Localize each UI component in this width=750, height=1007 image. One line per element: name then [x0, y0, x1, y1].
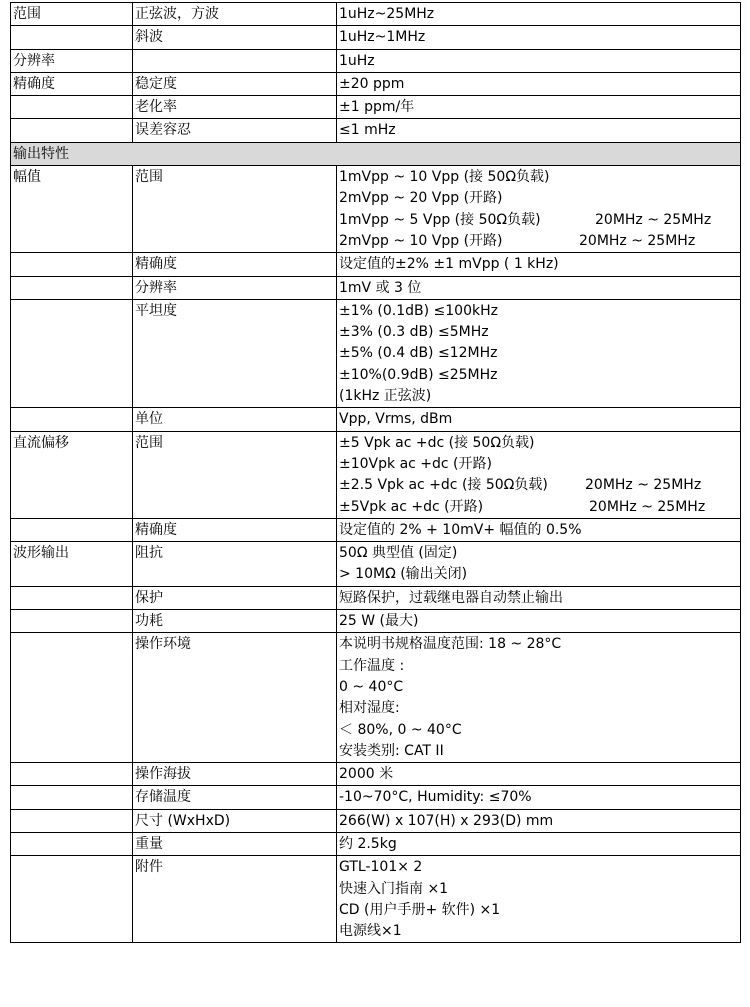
row-parameter: 正弦波，方波 — [133, 3, 337, 26]
value-line: 本说明书规格温度范围: 18 ~ 28°C — [339, 636, 562, 653]
value-line: Vpp, Vrms, dBm — [339, 411, 453, 428]
value-line: 2mVpp ~ 20 Vpp (开路) — [339, 190, 503, 207]
table-row — [11, 408, 741, 431]
value-line — [339, 210, 738, 231]
row-category — [11, 299, 133, 407]
value-line: 1mVpp ~ 10 Vpp (接 50Ω负载) — [339, 169, 550, 186]
value-line: 0 ~ 40°C — [339, 678, 404, 695]
row-parameter: 斜波 — [133, 26, 337, 49]
row-value — [337, 431, 741, 518]
value-line: 设定值的 2% + 10mV+ 幅值的 0.5% — [339, 521, 582, 538]
table-row — [11, 832, 741, 855]
value-line: 50Ω 典型值 (固定) — [339, 545, 458, 562]
row-category: 直流偏移 — [11, 431, 133, 518]
value-line: 工作温度 : — [339, 657, 405, 674]
value-line: 1uHz — [339, 52, 375, 69]
table-row — [11, 763, 741, 786]
value-line: > 10MΩ (输出关闭) — [339, 566, 468, 583]
value-line — [339, 497, 738, 518]
value-line: 266(W) x 107(H) x 293(D) mm — [339, 812, 554, 829]
row-parameter: 重量 — [133, 832, 337, 855]
row-category — [11, 96, 133, 119]
table-row — [11, 96, 741, 119]
row-parameter: 操作环境 — [133, 633, 337, 763]
row-parameter: 分辨率 — [133, 276, 337, 299]
value-line — [339, 231, 738, 252]
table-row — [11, 542, 741, 587]
row-category — [11, 610, 133, 633]
value-line-main: ±2.5 Vpk ac +dc (接 50Ω负载) — [339, 477, 548, 494]
row-category — [11, 856, 133, 943]
row-parameter: 操作海拔 — [133, 763, 337, 786]
row-value — [337, 119, 741, 142]
value-line: ±10%(0.9dB) ≤25MHz — [339, 366, 498, 383]
table-row — [11, 610, 741, 633]
value-line-freq: 20MHz ~ 25MHz — [589, 498, 706, 515]
row-category: 精确度 — [11, 72, 133, 95]
value-line: 25 W (最大) — [339, 613, 419, 630]
value-line: ＜ 80%, 0 ~ 40°C — [339, 721, 462, 738]
value-line: 设定值的±2% ±1 mVpp ( 1 kHz) — [339, 256, 559, 273]
row-value — [337, 786, 741, 809]
value-line-freq: 20MHz ~ 25MHz — [579, 232, 696, 249]
row-parameter: 误差容忍 — [133, 119, 337, 142]
row-value — [337, 253, 741, 276]
value-line: -10~70°C, Humidity: ≤70% — [339, 789, 532, 806]
row-category: 幅值 — [11, 166, 133, 253]
row-category — [11, 586, 133, 609]
row-parameter: 稳定度 — [133, 72, 337, 95]
value-line: 短路保护，过载继电器自动禁止输出 — [339, 589, 563, 606]
table-row — [11, 786, 741, 809]
section-header-row — [11, 142, 741, 165]
value-line: ≤1 mHz — [339, 122, 396, 139]
value-line: 安装类别: CAT II — [339, 742, 444, 759]
row-value — [337, 518, 741, 541]
row-parameter: 尺寸 (WxHxD) — [133, 809, 337, 832]
value-line: ±3% (0.3 dB) ≤5MHz — [339, 324, 489, 341]
value-line: 1uHz~25MHz — [339, 6, 435, 22]
value-line: ±1 ppm/年 — [339, 99, 415, 116]
row-parameter: 附件 — [133, 856, 337, 943]
row-category — [11, 809, 133, 832]
table-row — [11, 633, 741, 763]
row-value — [337, 276, 741, 299]
row-value — [337, 763, 741, 786]
table-row — [11, 586, 741, 609]
value-line-freq: 20MHz ~ 25MHz — [595, 211, 712, 228]
row-parameter: 范围 — [133, 431, 337, 518]
table-row — [11, 49, 741, 72]
row-value — [337, 408, 741, 431]
row-category — [11, 786, 133, 809]
row-value — [337, 832, 741, 855]
row-value — [337, 856, 741, 943]
row-value — [337, 72, 741, 95]
row-value — [337, 809, 741, 832]
value-line: (1kHz 正弦波) — [339, 388, 432, 405]
table-row — [11, 299, 741, 407]
row-value — [337, 49, 741, 72]
value-line: GTL-101× 2 — [339, 859, 423, 876]
row-parameter — [133, 49, 337, 72]
row-value — [337, 3, 741, 26]
row-category — [11, 119, 133, 142]
value-line — [339, 475, 738, 496]
row-category — [11, 26, 133, 49]
row-value — [337, 166, 741, 253]
row-category — [11, 276, 133, 299]
row-parameter: 范围 — [133, 166, 337, 253]
row-value — [337, 96, 741, 119]
row-value — [337, 633, 741, 763]
value-line: 1mV 或 3 位 — [339, 279, 422, 296]
row-category: 分辨率 — [11, 49, 133, 72]
value-line: 1uHz~1MHz — [339, 29, 426, 46]
value-line: CD (用户手册+ 软件) ×1 — [339, 901, 501, 918]
table-row — [11, 166, 741, 253]
value-line: ±5 Vpk ac +dc (接 50Ω负载) — [339, 434, 535, 451]
table-row — [11, 26, 741, 49]
table-row — [11, 72, 741, 95]
value-line: 相对湿度: — [339, 700, 400, 717]
value-line-main: ±5Vpk ac +dc (开路) — [339, 498, 484, 515]
row-category — [11, 763, 133, 786]
row-parameter: 功耗 — [133, 610, 337, 633]
row-category: 波形输出 — [11, 542, 133, 587]
value-line: ±1% (0.1dB) ≤100kHz — [339, 302, 498, 319]
row-parameter: 平坦度 — [133, 299, 337, 407]
row-parameter: 精确度 — [133, 518, 337, 541]
value-line-main: 2mVpp ~ 10 Vpp (开路) — [339, 232, 503, 249]
value-line: ±5% (0.4 dB) ≤12MHz — [339, 345, 498, 362]
table-row — [11, 276, 741, 299]
row-parameter: 单位 — [133, 408, 337, 431]
value-line: 电源线×1 — [339, 923, 402, 940]
row-category — [11, 832, 133, 855]
table-row — [11, 3, 741, 26]
row-parameter: 老化率 — [133, 96, 337, 119]
row-parameter: 存储温度 — [133, 786, 337, 809]
table-row — [11, 809, 741, 832]
row-parameter: 保护 — [133, 586, 337, 609]
row-value — [337, 26, 741, 49]
table-row — [11, 119, 741, 142]
table-row — [11, 431, 741, 518]
row-category — [11, 633, 133, 763]
row-value — [337, 299, 741, 407]
spec-table — [10, 2, 741, 943]
row-value — [337, 542, 741, 587]
value-line: ±20 ppm — [339, 75, 405, 92]
row-parameter: 阻抗 — [133, 542, 337, 587]
table-row — [11, 253, 741, 276]
value-line-freq: 20MHz ~ 25MHz — [585, 477, 702, 494]
row-category: 范围 — [11, 3, 133, 26]
table-row — [11, 518, 741, 541]
row-category — [11, 518, 133, 541]
table-row — [11, 856, 741, 943]
section-title: 输出特性 — [11, 142, 741, 165]
row-category — [11, 253, 133, 276]
value-line: ±10Vpk ac +dc (开路) — [339, 455, 492, 472]
value-line: 快速入门指南 ×1 — [339, 880, 449, 897]
row-value — [337, 586, 741, 609]
row-value — [337, 610, 741, 633]
value-line-main: 1mVpp ~ 5 Vpp (接 50Ω负载) — [339, 211, 541, 228]
row-category — [11, 408, 133, 431]
value-line: 约 2.5kg — [339, 835, 397, 852]
row-parameter: 精确度 — [133, 253, 337, 276]
value-line: 2000 米 — [339, 766, 394, 783]
